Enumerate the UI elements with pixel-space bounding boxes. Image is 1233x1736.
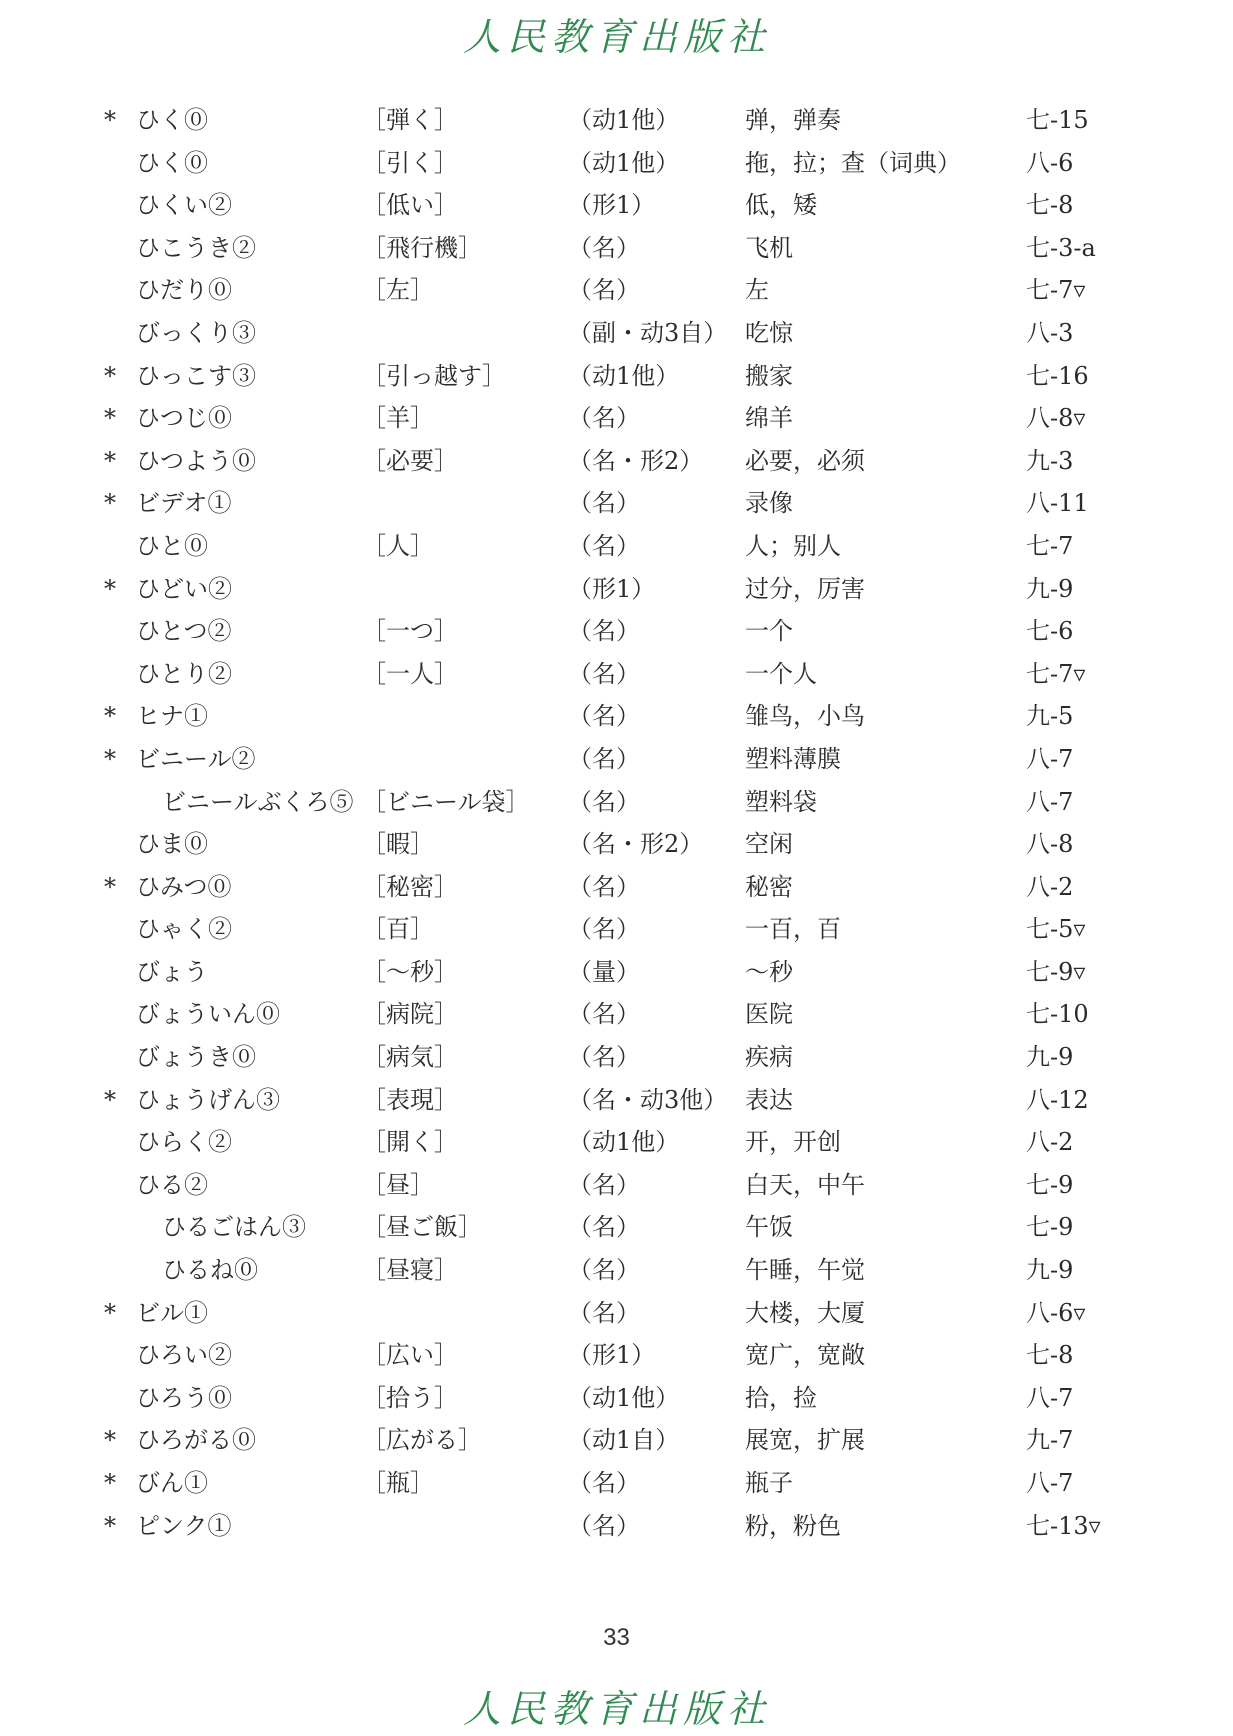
entry-part-of-speech: （量）	[568, 957, 640, 986]
entry-lesson: 八-3	[1026, 318, 1074, 347]
entry-lesson: 七-8	[1026, 1341, 1074, 1370]
entry-reading: びょう	[136, 957, 208, 986]
entry-lesson: 七-9▿	[1026, 957, 1086, 986]
entry-lesson: 八-2	[1026, 872, 1074, 901]
entry-meaning: 拾，捡	[745, 1383, 817, 1412]
review-star: *	[104, 872, 116, 901]
entry-lesson: 八-12	[1026, 1085, 1089, 1114]
entry-lesson: 七-16	[1026, 361, 1089, 390]
entry-reading: ひみつ⓪	[136, 872, 232, 901]
entry-reading: ひつじ⓪	[136, 404, 232, 433]
vocab-entry	[0, 1036, 1233, 1079]
entry-lesson: 七-13▿	[1026, 1511, 1101, 1540]
entry-part-of-speech: （名）	[568, 744, 640, 773]
entry-lesson: 七-7	[1026, 531, 1074, 560]
review-star: *	[104, 404, 116, 433]
entry-meaning: 开，开创	[745, 1128, 841, 1157]
entry-meaning: 疾病	[745, 1043, 793, 1072]
entry-kanji: ［弾く］	[362, 106, 458, 134]
entry-lesson: 八-8	[1026, 830, 1074, 859]
entry-part-of-speech: （动1他）	[568, 148, 680, 177]
entry-kanji: ［昼ご飯］	[362, 1213, 482, 1242]
entry-reading: びょうき⓪	[136, 1043, 256, 1072]
entry-part-of-speech: （名・形2）	[568, 446, 704, 475]
publisher-logo-top	[0, 6, 1233, 66]
entry-reading: びん①	[136, 1469, 208, 1497]
entry-meaning: 宽广，宽敞	[745, 1341, 865, 1370]
entry-meaning: 弹，弹奏	[745, 106, 841, 134]
entry-reading: ビデオ①	[136, 489, 232, 518]
entry-reading: ひとつ②	[136, 617, 232, 646]
vocab-entry	[0, 1462, 1233, 1505]
entry-kanji: ［病気］	[362, 1043, 458, 1072]
entry-part-of-speech: （动1他）	[568, 361, 680, 390]
vocab-entry	[0, 525, 1233, 568]
entry-meaning: 午饭	[745, 1213, 793, 1242]
entry-meaning: 雏鸟，小鸟	[745, 702, 865, 731]
entry-lesson: 八-7	[1026, 787, 1074, 816]
vocab-entry	[0, 355, 1233, 398]
entry-kanji: ［広い］	[362, 1341, 458, 1370]
entry-kanji: ［表現］	[362, 1085, 458, 1114]
entry-lesson: 八-6▿	[1026, 1298, 1086, 1327]
entry-meaning: 录像	[745, 489, 793, 518]
entry-lesson: 八-7	[1026, 1469, 1074, 1497]
review-star: *	[104, 702, 116, 731]
entry-kanji: ［一つ］	[362, 617, 458, 646]
entry-kanji: ［低い］	[362, 191, 458, 220]
entry-meaning: 塑料袋	[745, 787, 817, 816]
entry-lesson: 八-11	[1026, 489, 1089, 518]
entry-part-of-speech: （动1他）	[568, 1383, 680, 1412]
vocab-entry	[0, 738, 1233, 781]
entry-lesson: 八-6	[1026, 148, 1074, 177]
entry-meaning: 大楼，大厦	[745, 1298, 865, 1327]
review-star: *	[104, 1511, 116, 1540]
entry-meaning: 瓶子	[745, 1469, 793, 1497]
entry-reading: ひく⓪	[136, 148, 208, 177]
entry-meaning: 拖，拉；查（词典）	[745, 148, 961, 177]
entry-part-of-speech: （名）	[568, 915, 640, 944]
entry-meaning: 飞机	[745, 233, 793, 262]
entry-lesson: 八-8▿	[1026, 404, 1086, 433]
review-star: *	[104, 574, 116, 603]
publisher-logo-text: 人民教育出版社	[462, 15, 771, 59]
entry-part-of-speech: （名）	[568, 1000, 640, 1029]
entry-kanji: ［引く］	[362, 148, 458, 177]
entry-part-of-speech: （名）	[568, 659, 640, 688]
entry-lesson: 九-9	[1026, 1256, 1074, 1285]
entry-part-of-speech: （名・动3他）	[568, 1085, 728, 1114]
entry-kanji: ［ビニール袋］	[362, 787, 530, 816]
entry-part-of-speech: （名）	[568, 617, 640, 646]
entry-meaning: ～秒	[745, 957, 793, 986]
entry-lesson: 七-9	[1026, 1170, 1074, 1199]
entry-part-of-speech: （名・形2）	[568, 830, 704, 859]
vocab-entry	[0, 1249, 1233, 1292]
entry-lesson: 八-7	[1026, 1383, 1074, 1412]
entry-reading: ピンク①	[136, 1511, 232, 1540]
entry-part-of-speech: （名）	[568, 233, 640, 262]
entry-reading: ひろがる⓪	[136, 1426, 256, 1455]
entry-reading: ひと⓪	[136, 531, 208, 560]
entry-reading: ひだり⓪	[136, 276, 232, 305]
entry-lesson: 八-7	[1026, 744, 1074, 773]
vocab-entry	[0, 142, 1233, 185]
review-star: *	[104, 1426, 116, 1455]
vocab-entry	[0, 1292, 1233, 1335]
entry-meaning: 吃惊	[745, 318, 793, 347]
vocab-entry	[0, 227, 1233, 270]
review-star: *	[104, 1298, 116, 1327]
entry-reading: ひま⓪	[136, 830, 208, 859]
entry-kanji: ［必要］	[362, 446, 458, 475]
entry-reading: ひるね⓪	[162, 1256, 258, 1285]
review-star: *	[104, 744, 116, 773]
entry-reading: ひつよう⓪	[136, 446, 256, 475]
vocab-entry	[0, 184, 1233, 227]
review-star: *	[104, 106, 116, 134]
entry-meaning: 午睡，午觉	[745, 1256, 865, 1285]
review-star: *	[104, 361, 116, 390]
vocab-entry	[0, 908, 1233, 951]
entry-part-of-speech: （名）	[568, 1511, 640, 1540]
entry-reading: ひゃく②	[136, 915, 232, 944]
vocab-entry	[0, 653, 1233, 696]
vocab-entry	[0, 823, 1233, 866]
entry-meaning: 搬家	[745, 361, 793, 390]
entry-reading: ひらく②	[136, 1128, 232, 1157]
entry-part-of-speech: （名）	[568, 489, 640, 518]
publisher-logo-text: 人民教育出版社	[462, 1687, 771, 1731]
vocab-entry	[0, 397, 1233, 440]
entry-part-of-speech: （名）	[568, 276, 640, 305]
entry-reading: びょういん⓪	[136, 1000, 280, 1029]
entry-part-of-speech: （动1他）	[568, 1128, 680, 1157]
entry-lesson: 七-15	[1026, 106, 1089, 134]
vocab-entry	[0, 440, 1233, 483]
entry-reading: ひく⓪	[136, 106, 208, 134]
vocab-entry	[0, 269, 1233, 312]
vocab-entry	[0, 781, 1233, 824]
entry-lesson: 九-9	[1026, 574, 1074, 603]
entry-part-of-speech: （名）	[568, 872, 640, 901]
entry-meaning: 白天，中午	[745, 1170, 865, 1199]
entry-kanji: ［～秒］	[362, 957, 458, 986]
vocab-entry	[0, 568, 1233, 611]
entry-lesson: 七-6	[1026, 617, 1074, 646]
entry-kanji: ［開く］	[362, 1128, 458, 1157]
review-star: *	[104, 489, 116, 518]
entry-meaning: 绵羊	[745, 404, 793, 433]
entry-part-of-speech: （副・动3自）	[568, 318, 728, 347]
entry-reading: ひる②	[136, 1170, 208, 1199]
entry-meaning: 一个	[745, 617, 793, 646]
entry-meaning: 人；别人	[745, 531, 841, 560]
publisher-logo-svg	[447, 1680, 787, 1736]
entry-reading: ビニール②	[136, 744, 256, 773]
entry-lesson: 九-7	[1026, 1426, 1074, 1455]
vocab-entry	[0, 1121, 1233, 1164]
entry-part-of-speech: （形1）	[568, 1341, 656, 1370]
entry-reading: ビニールぶくろ⑤	[162, 787, 354, 816]
entry-meaning: 空闲	[745, 830, 793, 859]
entry-lesson: 七-7▿	[1026, 276, 1086, 305]
entry-kanji: ［瓶］	[362, 1469, 434, 1497]
entry-reading: ひっこす③	[136, 361, 256, 390]
review-star: *	[104, 446, 116, 475]
vocab-entry	[0, 1164, 1233, 1207]
entry-meaning: 展宽，扩展	[745, 1426, 865, 1455]
vocab-entry	[0, 610, 1233, 653]
entry-meaning: 左	[745, 276, 769, 305]
vocab-entry	[0, 993, 1233, 1036]
entry-part-of-speech: （形1）	[568, 191, 656, 220]
vocab-entry	[0, 1206, 1233, 1249]
entry-lesson: 八-2	[1026, 1128, 1074, 1157]
entry-lesson: 九-9	[1026, 1043, 1074, 1072]
entry-lesson: 九-3	[1026, 446, 1074, 475]
entry-meaning: 低，矮	[745, 191, 817, 220]
entry-kanji: ［昼］	[362, 1170, 434, 1199]
entry-reading: ひどい②	[136, 574, 232, 603]
page-number: 33	[603, 1624, 630, 1651]
entry-kanji: ［羊］	[362, 404, 434, 433]
vocab-entry	[0, 1505, 1233, 1548]
entry-part-of-speech: （名）	[568, 1043, 640, 1072]
entry-kanji: ［広がる］	[362, 1426, 482, 1455]
entry-reading: ひこうき②	[136, 233, 256, 262]
entry-meaning: 必要，必须	[745, 446, 865, 475]
vocab-entry	[0, 99, 1233, 142]
entry-part-of-speech: （动1自）	[568, 1426, 680, 1455]
entry-reading: ひとり②	[136, 659, 232, 688]
entry-reading: ひくい②	[136, 191, 232, 220]
entry-reading: ひょうげん③	[136, 1085, 280, 1114]
entry-kanji: ［秘密］	[362, 872, 458, 901]
entry-kanji: ［引っ越す］	[362, 361, 506, 390]
entry-kanji: ［昼寝］	[362, 1256, 458, 1285]
vocab-entry	[0, 1377, 1233, 1420]
vocab-entry	[0, 482, 1233, 525]
entry-kanji: ［拾う］	[362, 1383, 458, 1412]
vocab-entry	[0, 866, 1233, 909]
entry-kanji: ［左］	[362, 276, 434, 305]
entry-reading: ひろう⓪	[136, 1383, 232, 1412]
entry-kanji: ［一人］	[362, 659, 458, 688]
publisher-logo-bottom	[0, 1680, 1233, 1736]
vocab-entry	[0, 951, 1233, 994]
entry-meaning: 过分，厉害	[745, 574, 865, 603]
entry-lesson: 七-5▿	[1026, 915, 1086, 944]
entry-part-of-speech: （名）	[568, 1213, 640, 1242]
entry-reading: ひるごはん③	[162, 1213, 306, 1242]
entry-meaning: 医院	[745, 1000, 793, 1029]
vocab-entry	[0, 312, 1233, 355]
vocabulary-list	[0, 99, 1233, 1547]
entry-meaning: 粉，粉色	[745, 1511, 841, 1540]
entry-kanji: ［飛行機］	[362, 233, 482, 262]
entry-part-of-speech: （名）	[568, 531, 640, 560]
entry-part-of-speech: （名）	[568, 1170, 640, 1199]
entry-part-of-speech: （形1）	[568, 574, 656, 603]
entry-lesson: 七-8	[1026, 191, 1074, 220]
entry-kanji: ［百］	[362, 915, 434, 944]
entry-meaning: 一个人	[745, 659, 817, 688]
entry-lesson: 七-9	[1026, 1213, 1074, 1242]
entry-meaning: 秘密	[745, 872, 793, 901]
entry-kanji: ［病院］	[362, 1000, 458, 1029]
entry-lesson: 七-7▿	[1026, 659, 1086, 688]
entry-part-of-speech: （名）	[568, 404, 640, 433]
entry-reading: ビル①	[136, 1298, 208, 1327]
vocab-entry	[0, 1079, 1233, 1122]
vocab-entry	[0, 1419, 1233, 1462]
entry-reading: ひろい②	[136, 1341, 232, 1370]
publisher-logo-svg	[447, 6, 787, 66]
entry-part-of-speech: （名）	[568, 702, 640, 731]
entry-part-of-speech: （动1他）	[568, 106, 680, 134]
entry-meaning: 表达	[745, 1085, 793, 1114]
review-star: *	[104, 1469, 116, 1497]
entry-meaning: 一百，百	[745, 915, 841, 944]
entry-kanji: ［人］	[362, 531, 434, 560]
entry-reading: びっくり③	[136, 318, 256, 347]
review-star: *	[104, 1085, 116, 1114]
entry-part-of-speech: （名）	[568, 1469, 640, 1497]
vocab-entry	[0, 695, 1233, 738]
entry-part-of-speech: （名）	[568, 1256, 640, 1285]
entry-part-of-speech: （名）	[568, 787, 640, 816]
entry-kanji: ［暇］	[362, 830, 434, 859]
entry-meaning: 塑料薄膜	[745, 744, 841, 773]
entry-reading: ヒナ①	[136, 702, 208, 731]
entry-lesson: 七-10	[1026, 1000, 1089, 1029]
entry-lesson: 九-5	[1026, 702, 1074, 731]
entry-lesson: 七-3-a	[1026, 233, 1096, 262]
vocab-entry	[0, 1334, 1233, 1377]
entry-part-of-speech: （名）	[568, 1298, 640, 1327]
